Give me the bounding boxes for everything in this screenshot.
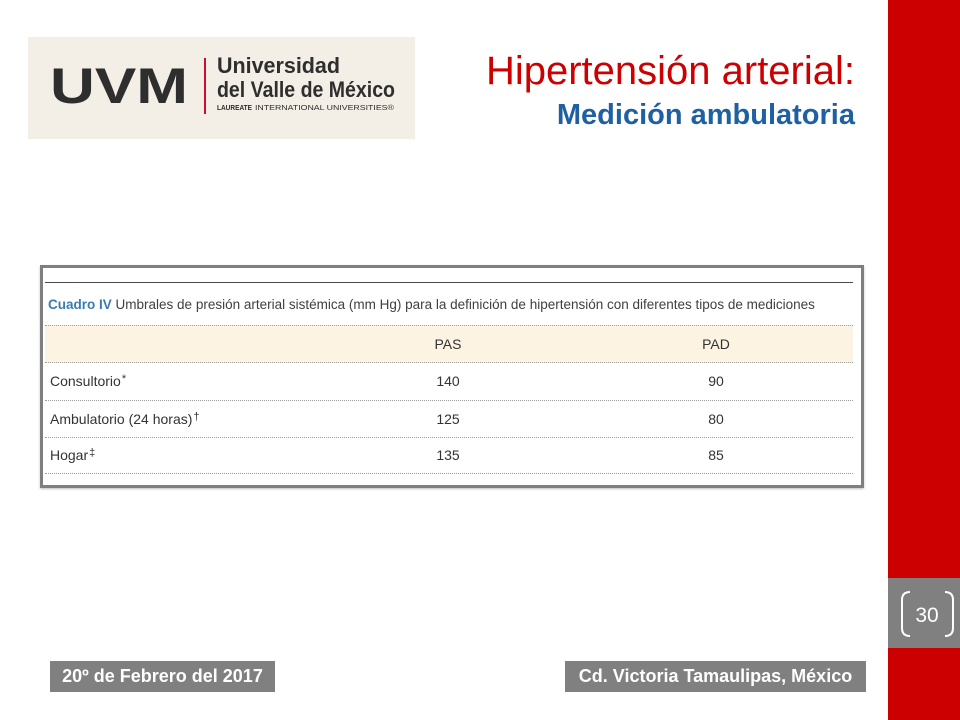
row-label <box>50 363 126 402</box>
row-label-mark: † <box>193 411 200 423</box>
footer-location: Cd. Victoria Tamaulipas, México <box>565 661 866 692</box>
row-pas-value: 140 <box>436 373 460 389</box>
uvm-logo <box>28 37 415 139</box>
table-caption-label: Cuadro IV <box>48 297 112 312</box>
footer-date: 20º de Febrero del 2017 <box>50 661 275 692</box>
table-row <box>45 438 853 474</box>
table-caption <box>48 297 815 313</box>
row-pad-value: 85 <box>708 447 724 463</box>
logo-mark: UVM <box>50 58 188 114</box>
logo-name-line2: del Valle de México <box>217 77 395 102</box>
row-pas-value: 135 <box>436 447 460 463</box>
right-bracket-icon <box>945 592 953 636</box>
row-pad-value: 80 <box>708 411 724 427</box>
row-label-mark: * <box>121 373 127 385</box>
row-label-text: Consultorio <box>50 373 121 389</box>
logo-tagline-rest: INTERNATIONAL UNIVERSITIES® <box>255 105 366 112</box>
table-row <box>45 401 853 438</box>
row-label-text: Hogar <box>50 447 89 463</box>
row-pas-value: 125 <box>436 411 460 427</box>
page-number: 30 <box>915 604 939 627</box>
row-label <box>50 401 200 439</box>
column-header-pas: PAS <box>434 336 462 352</box>
slide-subtitle: Medición ambulatoria <box>556 99 855 131</box>
table-row <box>45 363 853 401</box>
row-label-text: Ambulatorio (24 horas) <box>50 411 193 427</box>
table-image <box>40 265 864 488</box>
logo-name-line1: Universidad <box>217 53 340 78</box>
row-label-mark: ‡ <box>89 447 96 459</box>
table-top-rule <box>45 282 853 283</box>
slide-title: Hipertensión arterial: <box>485 49 855 93</box>
row-label <box>50 438 95 475</box>
page-number-panel <box>888 578 960 648</box>
table-header-row <box>45 325 853 363</box>
page-number-graphic <box>888 578 960 648</box>
column-header-pad: PAD <box>702 336 730 352</box>
logo-tagline-brand: LAUREATE <box>217 105 253 112</box>
table-caption-text: Umbrales de presión arterial sistémica (mm Hg) para la definición de hipertensión con diferentes tipos de mediciones <box>115 297 815 312</box>
uvm-logo-graphic <box>28 37 415 139</box>
row-pad-value: 90 <box>708 373 724 389</box>
left-bracket-icon <box>902 592 910 636</box>
